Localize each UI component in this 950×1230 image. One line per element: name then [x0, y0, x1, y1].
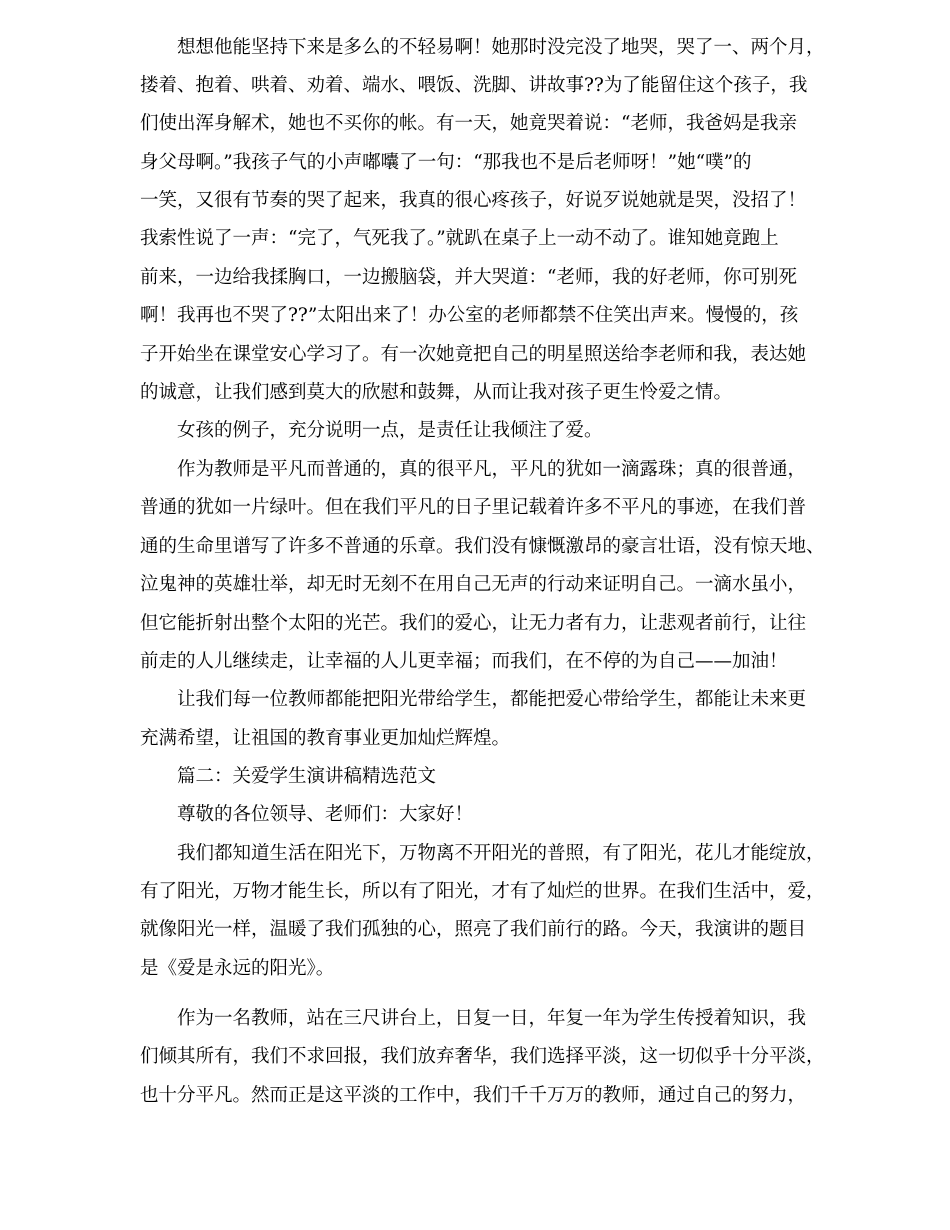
text-line: 啊！我再也不哭了??”太阳出来了！办公室的老师都禁不住笑出声来。慢慢的，孩	[140, 305, 799, 326]
text-line: 普通的犹如一片绿叶。但在我们平凡的日子里记载着许多不平凡的事迹，在我们普	[140, 497, 807, 518]
text-line: 作为一名教师，站在三尺讲台上，日复一日，年复一年为学生传授着知识，我	[177, 1008, 807, 1029]
text-line: 尊敬的各位领导、老师们：大家好！	[177, 804, 474, 825]
text-line: 作为教师是平凡而普通的，真的很平凡，平凡的犹如一滴露珠；真的很普通，	[177, 459, 807, 480]
text-line: 泣鬼神的英雄壮举，却无时无刻不在用自己无声的行动来证明自己。一滴水虽小，	[140, 574, 807, 595]
text-line: 通的生命里谱写了许多不普通的乐章。我们没有慷慨激昂的豪言壮语，没有惊天地、	[140, 536, 825, 557]
text-line: 让我们每一位教师都能把阳光带给学生，都能把爱心带给学生，都能让未来更	[177, 689, 807, 710]
text-line: 前走的人儿继续走，让幸福的人儿更幸福；而我们，在不停的为自己——加油！	[140, 651, 788, 672]
text-line: 我们都知道生活在阳光下，万物离不开阳光的普照，有了阳光，花儿才能绽放，	[177, 843, 825, 864]
text-line: 我索性说了一声：“完了，气死我了。”就趴在桌子上一动不动了。谁知她竟跑上	[140, 228, 779, 249]
text-line: 想想他能坚持下来是多么的不轻易啊！她那时没完没了地哭，哭了一、两个月，	[177, 37, 825, 58]
text-line: 也十分平凡。然而正是这平淡的工作中，我们千千万万的教师，通过自己的努力，	[140, 1085, 807, 1106]
text-line: 们倾其所有，我们不求回报，我们放弃奢华，我们选择平淡，这一切似乎十分平淡，	[140, 1046, 825, 1067]
text-line: 篇二：关爱学生演讲稿精选范文	[177, 766, 437, 787]
text-line: 前来，一边给我揉胸口，一边搬脑袋，并大哭道：“老师，我的好老师，你可别死	[140, 267, 797, 288]
text-line: 女孩的例子，充分说明一点，是责任让我倾注了爱。	[177, 420, 603, 441]
text-line: 搂着、抱着、哄着、劝着、端水、喂饭、洗脚、讲故事??为了能留住这个孩子，我	[140, 75, 808, 96]
text-line: 充满希望，让祖国的教育事业更加灿烂辉煌。	[140, 728, 511, 749]
text-line: 就像阳光一样，温暖了我们孤独的心，照亮了我们前行的路。今天，我演讲的题目	[140, 919, 807, 940]
text-line: 身父母啊。”我孩子气的小声嘟囔了一句：“那我也不是后老师呀！”她“噗”的	[140, 152, 752, 173]
text-line: 有了阳光，万物才能生长，所以有了阳光，才有了灿烂的世界。在我们生活中，爱，	[140, 881, 825, 902]
text-line: 的诚意，让我们感到莫大的欣慰和鼓舞，从而让我对孩子更生怜爱之情。	[140, 382, 733, 403]
text-line: 是《爱是永远的阳光》。	[140, 958, 335, 979]
text-line: 们使出浑身解术，她也不买你的帐。有一天，她竟哭着说：“老师，我爸妈是我亲	[140, 113, 797, 134]
text-line: 一笑，又很有节奏的哭了起来，我真的很心疼孩子，好说歹说她就是哭，没招了！	[140, 190, 807, 211]
text-line: 但它能折射出整个太阳的光芒。我们的爱心，让无力者有力，让悲观者前行，让往	[140, 613, 807, 634]
text-line: 子开始坐在课堂安心学习了。有一次她竟把自己的明星照送给李老师和我，表达她	[140, 344, 807, 365]
